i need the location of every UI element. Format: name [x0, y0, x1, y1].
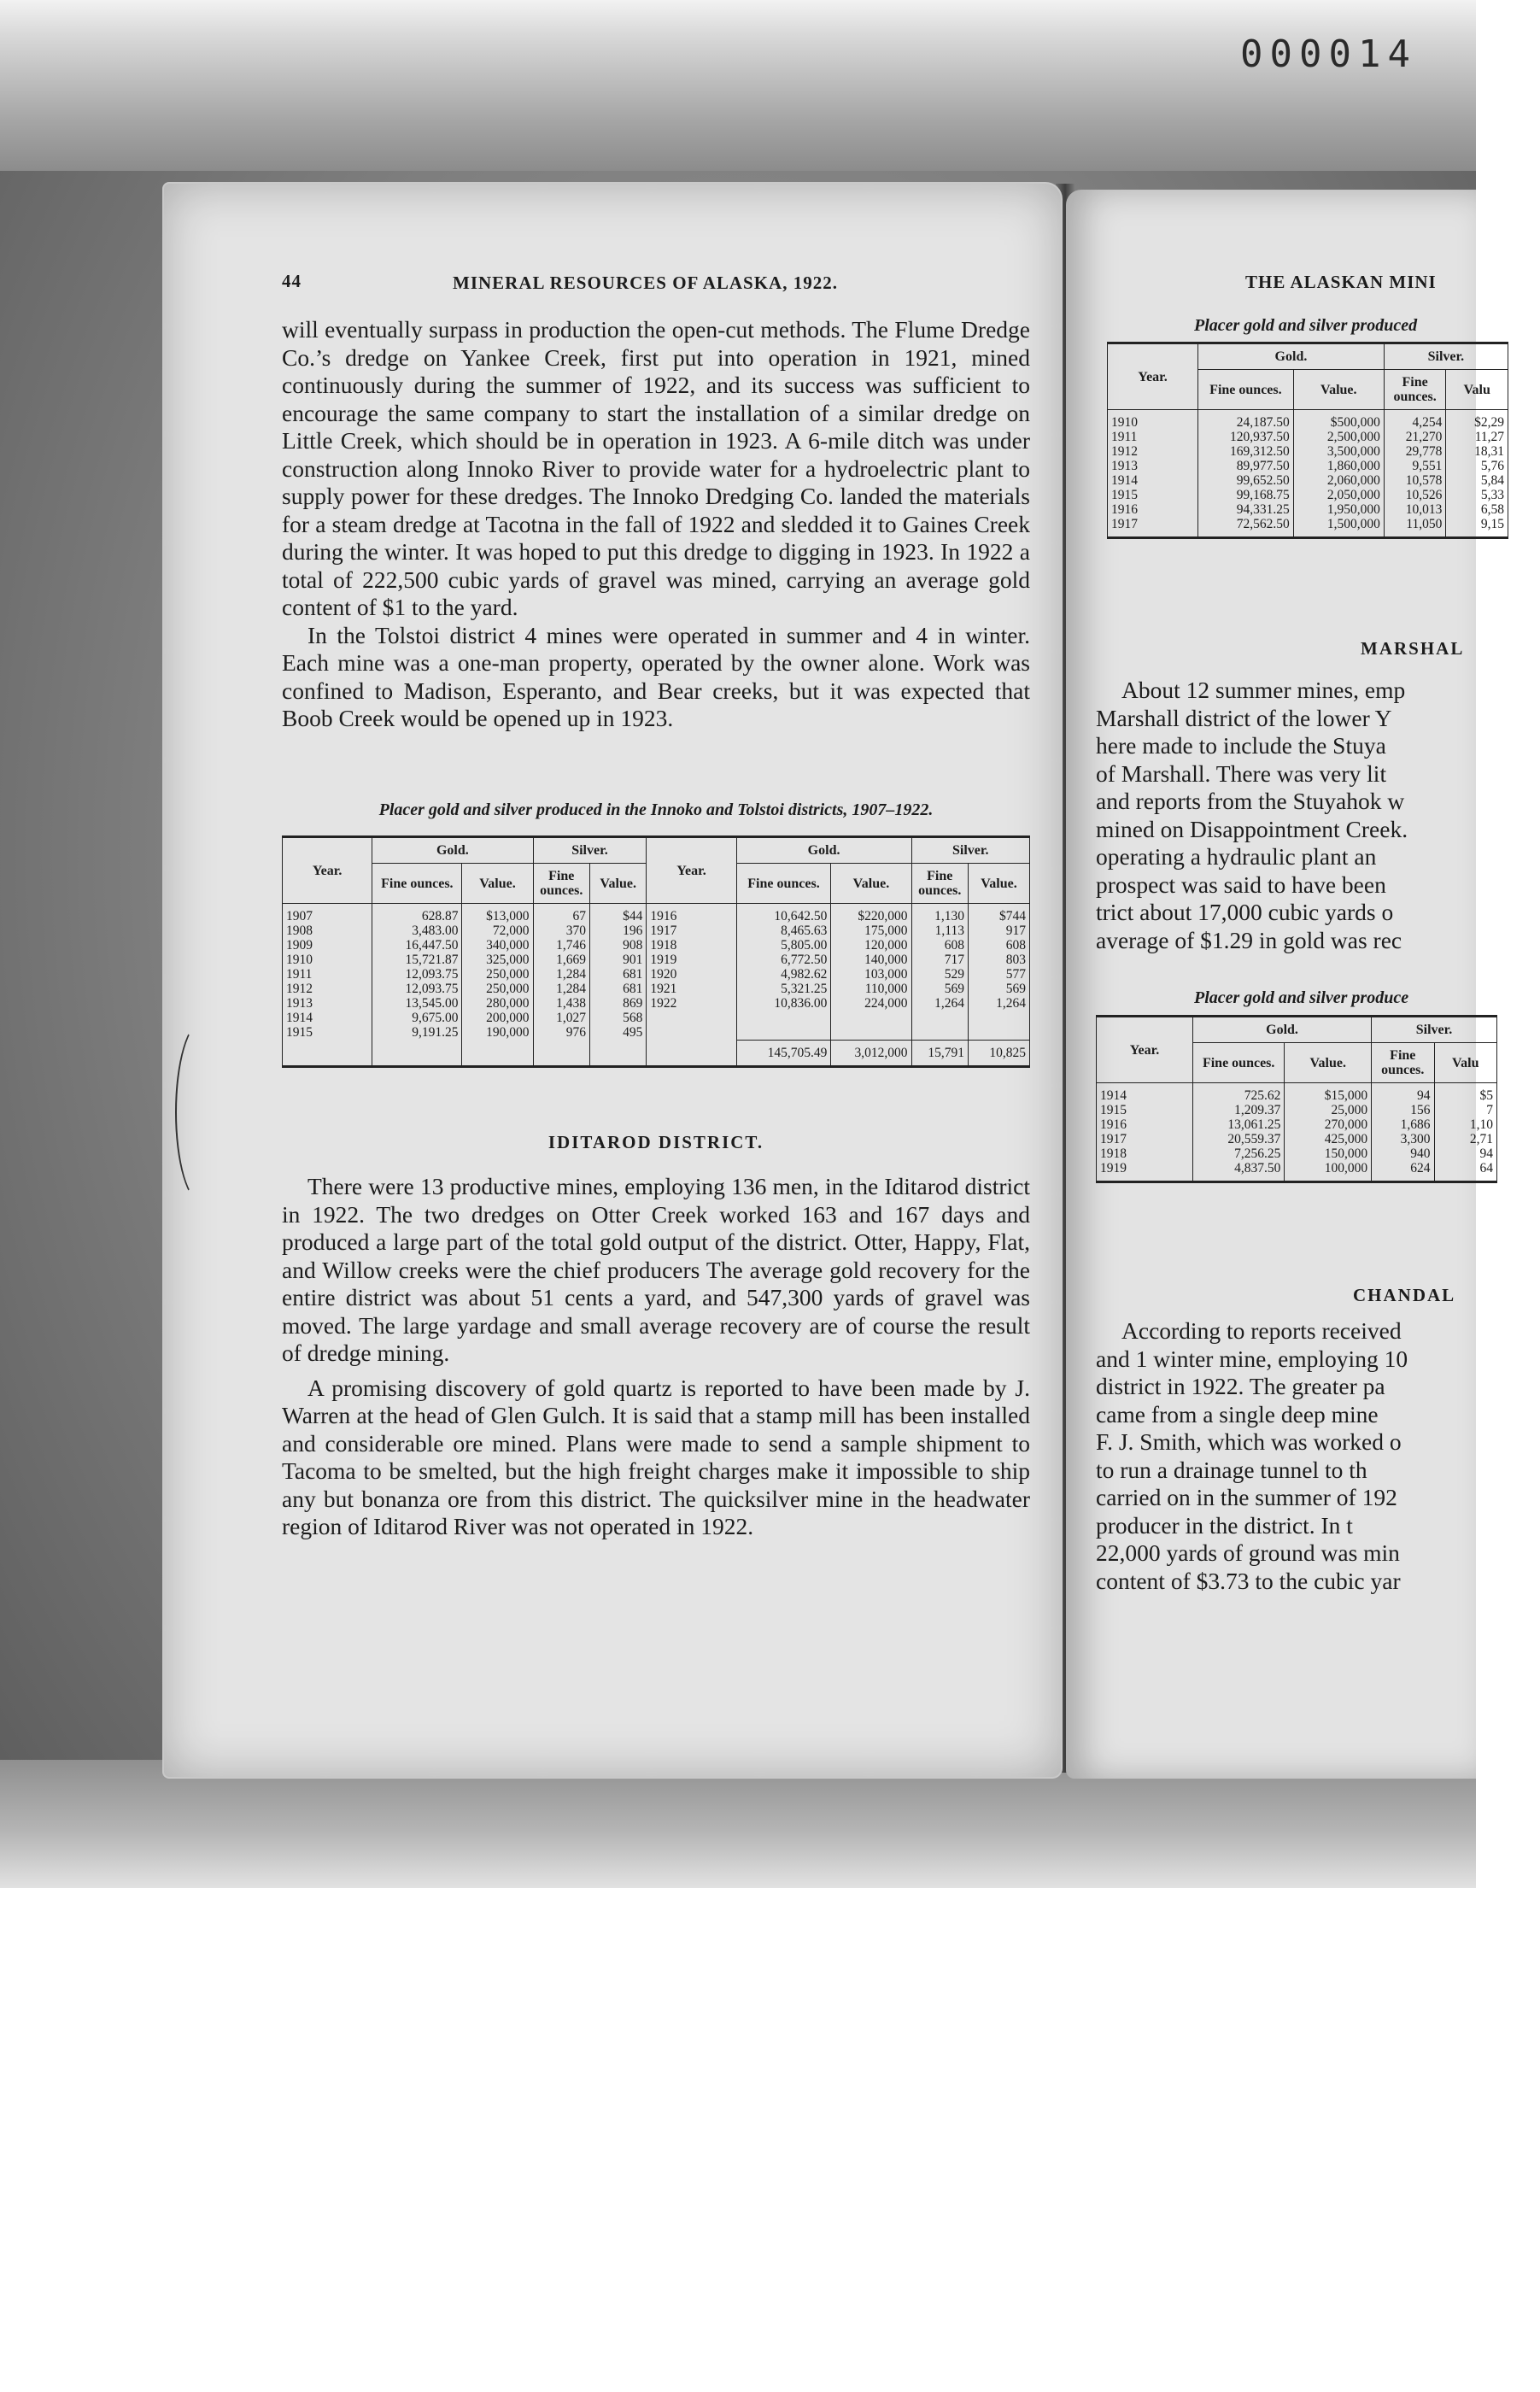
paragraph: will eventually surpass in production the open-cut methods. The Flume Dredge Co.’s dredge on Yankee Creek, first put into operation in 1921, mined continuously during the summer of 1922, and its success was sufficient to encourage the same company to start the installation of a similar dredge on Little Creek, which should be in operation in 1923. A 6-mile ditch was under construction along Innoko River to provide water for a hydroelectric plant to supply power for these dredges. The Innoko Dredging Co. landed the materials for a steam dredge at Tacotna in the fall of 1922 and sledded it to Gaines Creek during the winter. It was hoped to put this dredge to digging in 1923. In 1922 a total of 222,500 cubic yards of gravel was mined, carrying an average gold content of $1 to the yard.: [282, 316, 1030, 620]
text-line: and 1 winter mine, employing 10: [1096, 1345, 1408, 1372]
table-total-row: [283, 1040, 1030, 1066]
table-row: [1097, 1083, 1497, 1104]
table-cell: 1912: [1108, 444, 1198, 459]
table-cell: 250,000: [462, 967, 533, 982]
left-page: [164, 184, 1061, 1777]
table-row: [283, 938, 1030, 953]
table-cell: 1917: [1108, 517, 1198, 538]
table-cell: 1914: [1108, 473, 1198, 488]
table-cell: 250,000: [462, 982, 533, 996]
table-cell: [736, 1025, 831, 1040]
table-cell: 6,58: [1446, 502, 1508, 517]
table-cell: 681: [589, 967, 646, 982]
section-heading: IDITAROD DISTRICT.: [547, 1132, 764, 1152]
table-cell: [647, 1040, 736, 1066]
table-cell: $13,000: [462, 904, 533, 924]
table-row: [1108, 488, 1508, 502]
table-cell: 3,300: [1372, 1132, 1434, 1146]
table-cell: 4,837.50: [1193, 1161, 1285, 1182]
table-row: [1108, 430, 1508, 444]
table-cell: 1916: [1108, 502, 1198, 517]
table-cell: 1,284: [533, 982, 589, 996]
table-cell: 16,447.50: [372, 938, 462, 953]
scan-top-edge: [0, 0, 1476, 171]
col-year: Year.: [283, 837, 372, 904]
section-heading: CHANDAL: [1353, 1285, 1456, 1305]
table-cell: 624: [1372, 1161, 1434, 1182]
table-cell: 12,093.75: [372, 967, 462, 982]
table-cell: 1913: [283, 996, 372, 1011]
table-cell: 9,191.25: [372, 1025, 462, 1040]
table-row: [1108, 502, 1508, 517]
table-cell: 11,27: [1446, 430, 1508, 444]
table-cell: 224,000: [831, 996, 911, 1011]
table-cell: 18,31: [1446, 444, 1508, 459]
col-fine-ounces: Fine ounces.: [736, 864, 831, 904]
table-cell: 7,256.25: [1193, 1146, 1285, 1161]
col-year: Year.: [1097, 1017, 1193, 1083]
col-year: Year.: [1108, 343, 1198, 410]
col-fine-ounces: Fine ounces.: [911, 864, 968, 904]
table-cell: 72,562.50: [1198, 517, 1294, 538]
table-cell: 156: [1372, 1103, 1434, 1117]
table-cell: $220,000: [831, 904, 911, 924]
col-gold: Gold.: [736, 837, 911, 864]
table-cell: 1,686: [1372, 1117, 1434, 1132]
table-cell: 2,500,000: [1293, 430, 1384, 444]
paragraph: There were 13 productive mines, employing 136 men, in the Iditarod district in 1922. The two dredges on Otter Creek worked 163 and 167 days and produced a large part of the total gold output of the district. Otter, Happy, Flat, and Willow creeks were the chief producers The average gold recovery for the entire district was about 51 cents a yard, and 547,300 yards of gravel was moved. The large yardage and small average recovery are of course the result of dredge mining.: [282, 1173, 1030, 1366]
table-cell: [283, 1040, 372, 1066]
table-cell: 1912: [283, 982, 372, 996]
table-cell: 5,76: [1446, 459, 1508, 473]
table-cell: 1911: [1108, 430, 1198, 444]
table-cell: [647, 1025, 736, 1040]
table-cell: 1919: [647, 953, 736, 967]
text-line: trict about 17,000 cubic yards o: [1096, 899, 1394, 925]
table-cell: 169,312.50: [1198, 444, 1294, 459]
table-cell: 1911: [283, 967, 372, 982]
table-cell: 1908: [283, 923, 372, 938]
table-cell: 608: [911, 938, 968, 953]
table-cell: $744: [968, 904, 1029, 924]
col-value: Valu: [1434, 1043, 1496, 1083]
table-cell: 6,772.50: [736, 953, 831, 967]
table-cell: 8,465.63: [736, 923, 831, 938]
text-line: According to reports received: [1121, 1317, 1402, 1344]
text-line: 22,000 yards of ground was min: [1096, 1539, 1400, 1566]
table-cell: 1,500,000: [1293, 517, 1384, 538]
table-cell: 1913: [1108, 459, 1198, 473]
table-caption: Placer gold and silver produced in the Innoko and Tolstoi districts, 1907–1922.: [378, 800, 934, 819]
table-cell: 569: [911, 982, 968, 996]
table-row: [1108, 517, 1508, 538]
table-cell: 1915: [283, 1025, 372, 1040]
table-cell: 175,000: [831, 923, 911, 938]
table-cell: 1,746: [533, 938, 589, 953]
table-cell: 150,000: [1285, 1146, 1372, 1161]
table-cell: 803: [968, 953, 1029, 967]
table-cell: 67: [533, 904, 589, 924]
table-cell: 4,254: [1384, 410, 1446, 431]
table-cell: [589, 1040, 646, 1066]
table-cell: [831, 1025, 911, 1040]
table-cell: $2,29: [1446, 410, 1508, 431]
table-cell: 917: [968, 923, 1029, 938]
table-cell: 10,642.50: [736, 904, 831, 924]
table-cell: 569: [968, 982, 1029, 996]
table-cell: 94: [1434, 1146, 1496, 1161]
table-cell: 9,675.00: [372, 1011, 462, 1025]
text-line: came from a single deep mine: [1096, 1400, 1379, 1428]
paragraph: In the Tolstoi district 4 mines were operated in summer and 4 in winter. Each mine was a one-man property, operated by the owner alone. Work was confined to Madison, Esperanto, and Bear creeks, but it was expected that Boob Creek would be opened up in 1923.: [282, 621, 1030, 731]
table-cell: 5,321.25: [736, 982, 831, 996]
table-cell: 25,000: [1285, 1103, 1372, 1117]
table-cell: 717: [911, 953, 968, 967]
table-cell: 568: [589, 1011, 646, 1025]
table-cell: $15,000: [1285, 1083, 1372, 1104]
table-cell: 120,937.50: [1198, 430, 1294, 444]
table-cell: 72,000: [462, 923, 533, 938]
table-cell: [911, 1011, 968, 1025]
table-cell: 1907: [283, 904, 372, 924]
table-cell: 10,836.00: [736, 996, 831, 1011]
table-cell: 1917: [1097, 1132, 1193, 1146]
table-cell: 89,977.50: [1198, 459, 1294, 473]
text-line: district in 1922. The greater pa: [1096, 1373, 1385, 1399]
document-number: 000014: [1240, 32, 1417, 76]
table-cell: 5,84: [1446, 473, 1508, 488]
col-value: Value.: [831, 864, 911, 904]
table-cell: 190,000: [462, 1025, 533, 1040]
body-text-chandalar: [1096, 1317, 1540, 1595]
table-cell: 529: [911, 967, 968, 982]
table-row: [283, 923, 1030, 938]
table-cell: 940: [1372, 1146, 1434, 1161]
table-cell: 99,652.50: [1198, 473, 1294, 488]
col-fine-ounces: Fine ounces.: [1372, 1043, 1434, 1083]
table-cell: 370: [533, 923, 589, 938]
table-cell: 103,000: [831, 967, 911, 982]
table-cell: 5,805.00: [736, 938, 831, 953]
text-line: F. J. Smith, which was worked o: [1096, 1428, 1402, 1455]
col-fine-ounces: Fine ounces.: [1193, 1043, 1285, 1083]
col-value: Value.: [589, 864, 646, 904]
table-cell: 1915: [1097, 1103, 1193, 1117]
text-line: content of $3.73 to the cubic yar: [1096, 1567, 1401, 1594]
text-line: of Marshall. There was very lit: [1096, 759, 1387, 787]
col-gold: Gold.: [1198, 343, 1385, 370]
table-cell: 1,113: [911, 923, 968, 938]
table-cell: 325,000: [462, 953, 533, 967]
table-row: [283, 904, 1030, 924]
col-silver: Silver.: [1384, 343, 1508, 370]
table-cell: 1,264: [911, 996, 968, 1011]
table-row: [1097, 1103, 1497, 1117]
table-cell: 1914: [283, 1011, 372, 1025]
table-cell: 21,270: [1384, 430, 1446, 444]
text-line: to run a drainage tunnel to th: [1096, 1456, 1367, 1483]
table-row: [283, 982, 1030, 996]
table-row: [1108, 410, 1508, 431]
table-cell: 10,013: [1384, 502, 1446, 517]
production-table-marshall: [1096, 1015, 1497, 1183]
table-cell: 145,705.49: [736, 1040, 831, 1066]
table-cell: 9,15: [1446, 517, 1508, 538]
table-row: [1097, 1132, 1497, 1146]
table-cell: 908: [589, 938, 646, 953]
text-line: carried on in the summer of 192: [1096, 1484, 1397, 1510]
table-cell: [968, 1025, 1029, 1040]
table-cell: 9,551: [1384, 459, 1446, 473]
table-cell: [647, 1011, 736, 1025]
table-cell: 13,061.25: [1193, 1117, 1285, 1132]
col-value: Valu: [1446, 370, 1508, 410]
text-line: average of $1.29 in gold was rec: [1096, 926, 1402, 953]
table-cell: 1,209.37: [1193, 1103, 1285, 1117]
table-clip: [1096, 1015, 1493, 1224]
table-cell: 94: [1372, 1083, 1434, 1104]
table-cell: 120,000: [831, 938, 911, 953]
table-cell: 1,860,000: [1293, 459, 1384, 473]
table-cell: 7: [1434, 1103, 1496, 1117]
table-cell: 1910: [1108, 410, 1198, 431]
table-cell: 13,545.00: [372, 996, 462, 1011]
table-cell: 196: [589, 923, 646, 938]
table-cell: 340,000: [462, 938, 533, 953]
table-row: [283, 967, 1030, 982]
table-cell: [736, 1011, 831, 1025]
table-cell: 99,168.75: [1198, 488, 1294, 502]
table-cell: 1921: [647, 982, 736, 996]
table-cell: 681: [589, 982, 646, 996]
table-caption: Placer gold and silver produce: [1194, 988, 1409, 1007]
col-fine-ounces: Fine ounces.: [372, 864, 462, 904]
table-cell: 100,000: [1285, 1161, 1372, 1182]
table-cell: 1,130: [911, 904, 968, 924]
table-cell: 270,000: [1285, 1117, 1372, 1132]
table-caption: Placer gold and silver produced: [1194, 316, 1418, 335]
table-cell: 1922: [647, 996, 736, 1011]
table-cell: 64: [1434, 1161, 1496, 1182]
body-text-marshall: [1096, 677, 1540, 954]
col-fine-ounces: Fine ounces.: [1198, 370, 1294, 410]
table-cell: 10,526: [1384, 488, 1446, 502]
col-value: Value.: [462, 864, 533, 904]
table-cell: 12,093.75: [372, 982, 462, 996]
table-cell: 94,331.25: [1198, 502, 1294, 517]
table-cell: 608: [968, 938, 1029, 953]
table-cell: 2,060,000: [1293, 473, 1384, 488]
table-cell: 280,000: [462, 996, 533, 1011]
col-value: Value.: [968, 864, 1029, 904]
table-cell: 1916: [647, 904, 736, 924]
table-cell: 1,284: [533, 967, 589, 982]
table-cell: [462, 1040, 533, 1066]
production-table-alaska: [1107, 342, 1508, 539]
table-cell: [911, 1025, 968, 1040]
table-cell: 1,264: [968, 996, 1029, 1011]
text-clip: [1096, 677, 1476, 959]
table-cell: 3,012,000: [831, 1040, 911, 1066]
table-cell: [968, 1011, 1029, 1025]
table-cell: 628.87: [372, 904, 462, 924]
table-cell: 1920: [647, 967, 736, 982]
table-row: [1097, 1161, 1497, 1182]
table-cell: 11,050: [1384, 517, 1446, 538]
table-row: [283, 953, 1030, 967]
table-row: [1097, 1117, 1497, 1132]
running-head: MINERAL RESOURCES OF ALASKA, 1922.: [453, 273, 838, 293]
table-cell: 1914: [1097, 1083, 1193, 1104]
table-cell: 1909: [283, 938, 372, 953]
table-cell: 1,438: [533, 996, 589, 1011]
table-row: [1108, 444, 1508, 459]
table-cell: 10,578: [1384, 473, 1446, 488]
pen-mark: [175, 1021, 230, 1204]
table-cell: 110,000: [831, 982, 911, 996]
table-cell: 1918: [647, 938, 736, 953]
table-row: [1108, 459, 1508, 473]
table-cell: 577: [968, 967, 1029, 982]
table-cell: $5: [1434, 1083, 1496, 1104]
col-gold: Gold.: [372, 837, 533, 864]
table-cell: 140,000: [831, 953, 911, 967]
table-row: [1097, 1146, 1497, 1161]
table-cell: 1917: [647, 923, 736, 938]
table-cell: $44: [589, 904, 646, 924]
table-cell: 495: [589, 1025, 646, 1040]
table-cell: 5,33: [1446, 488, 1508, 502]
table-cell: [831, 1011, 911, 1025]
text-line: prospect was said to have been: [1096, 871, 1386, 898]
table-cell: 1918: [1097, 1146, 1193, 1161]
table-cell: 1916: [1097, 1117, 1193, 1132]
table-cell: 2,050,000: [1293, 488, 1384, 502]
col-gold: Gold.: [1193, 1017, 1372, 1043]
table-cell: 1,10: [1434, 1117, 1496, 1132]
text-line: here made to include the Stuya: [1096, 732, 1386, 759]
table-cell: 869: [589, 996, 646, 1011]
table-cell: 1,669: [533, 953, 589, 967]
table-cell: 425,000: [1285, 1132, 1372, 1146]
table-cell: 3,483.00: [372, 923, 462, 938]
production-table: [282, 835, 1030, 1068]
table-cell: 2,71: [1434, 1132, 1496, 1146]
scan-bottom-edge: [0, 1760, 1476, 1888]
right-page: [1066, 190, 1504, 1779]
table-row: [283, 996, 1030, 1011]
table-cell: 1915: [1108, 488, 1198, 502]
table-row: [283, 1025, 1030, 1040]
table-cell: 3,500,000: [1293, 444, 1384, 459]
table-cell: 15,791: [911, 1040, 968, 1066]
text-line: mined on Disappointment Creek.: [1096, 815, 1408, 842]
body-text-bottom: [282, 1173, 1030, 1541]
col-fine-ounces: Fine ounces.: [1384, 370, 1446, 410]
col-value: Value.: [1293, 370, 1384, 410]
table-cell: 1,950,000: [1293, 502, 1384, 517]
text-clip: [1096, 1317, 1476, 1608]
col-year: Year.: [647, 837, 736, 904]
text-line: Marshall district of the lower Y: [1096, 704, 1392, 731]
table-cell: 1919: [1097, 1161, 1193, 1182]
table-cell: 901: [589, 953, 646, 967]
table-cell: 10,825: [968, 1040, 1029, 1066]
table-cell: 725.62: [1193, 1083, 1285, 1104]
page-number: 44: [282, 271, 302, 291]
col-fine-ounces: Fine ounces.: [533, 864, 589, 904]
table-cell: 1910: [283, 953, 372, 967]
table-cell: 15,721.87: [372, 953, 462, 967]
col-silver: Silver.: [533, 837, 647, 864]
table-cell: 200,000: [462, 1011, 533, 1025]
col-silver: Silver.: [911, 837, 1029, 864]
table-row: [283, 1011, 1030, 1025]
table-cell: 20,559.37: [1193, 1132, 1285, 1146]
col-value: Value.: [1285, 1043, 1372, 1083]
col-silver: Silver.: [1372, 1017, 1497, 1043]
running-head: THE ALASKAN MINI: [1245, 272, 1437, 292]
table-clip: [1107, 342, 1504, 564]
body-text-top: [282, 316, 1030, 733]
table-cell: 976: [533, 1025, 589, 1040]
table-cell: [372, 1040, 462, 1066]
text-line: operating a hydraulic plant an: [1096, 843, 1377, 870]
section-heading: MARSHAL: [1361, 638, 1465, 659]
text-line: and reports from the Stuyahok w: [1096, 788, 1405, 814]
table-cell: 4,982.62: [736, 967, 831, 982]
text-line: About 12 summer mines, emp: [1121, 677, 1406, 703]
table-cell: $500,000: [1293, 410, 1384, 431]
text-line: producer in the district. In t: [1096, 1511, 1353, 1539]
table-cell: 29,778: [1384, 444, 1446, 459]
table-row: [1108, 473, 1508, 488]
table-cell: 24,187.50: [1198, 410, 1294, 431]
paragraph: A promising discovery of gold quartz is reported to have been made by J. Warren at the head of Glen Gulch. It is said that a stamp mill has been installed and considerable ore mined. Plans were made to send a sample shipment to Tacoma to be smelted, but the high freight charges make it impossible to ship any but bonanza ore from this district. The quicksilver mine in the headwater region of Iditarod River was not operated in 1922.: [282, 1374, 1030, 1539]
table-cell: 1,027: [533, 1011, 589, 1025]
table-cell: [533, 1040, 589, 1066]
